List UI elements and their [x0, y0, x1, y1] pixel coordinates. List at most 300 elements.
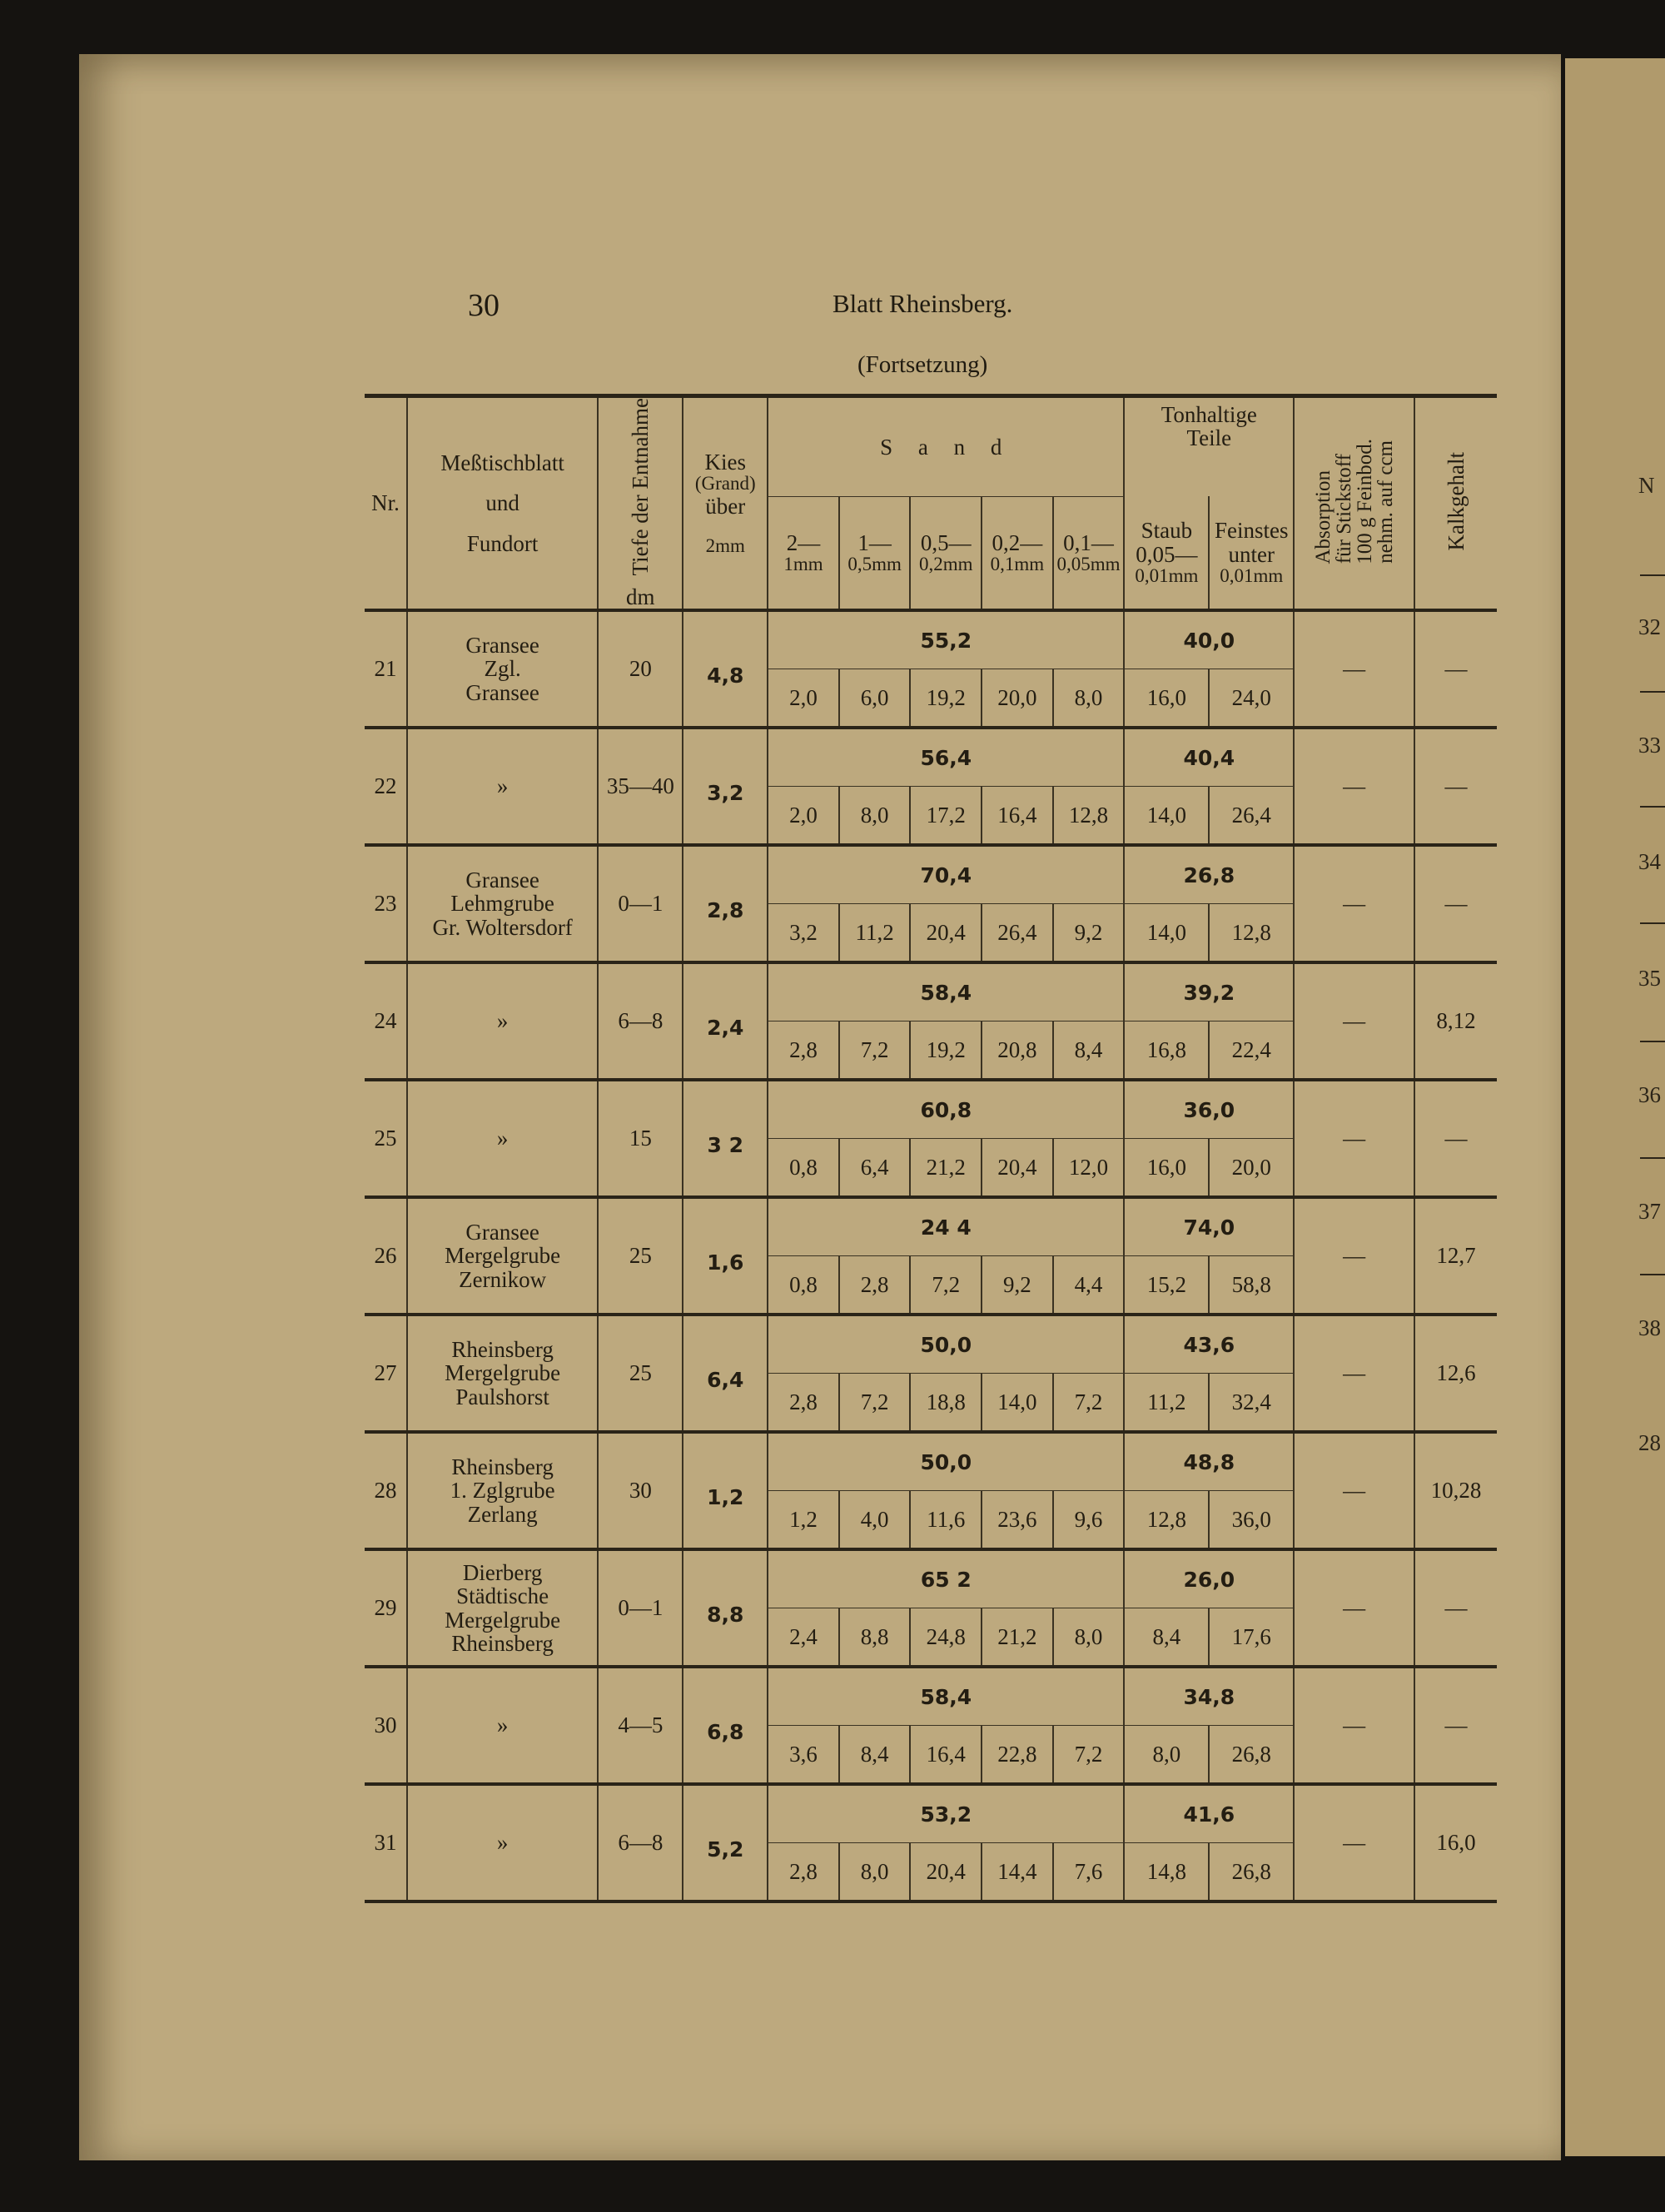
- fundort-line: »: [496, 1830, 509, 1856]
- fundort-line: Lehmgrube: [450, 891, 554, 917]
- header-staub-line: 0,05—: [1136, 541, 1198, 567]
- fundort-line: Städtische: [456, 1583, 549, 1609]
- ton-total-value: 26,0: [1183, 1567, 1235, 1592]
- absorption-value: —: [1294, 610, 1414, 728]
- fundort-cell: [407, 610, 598, 728]
- sand-fraction-value: 16,4: [982, 787, 1053, 846]
- sand-fraction-value: 8,0: [839, 1843, 911, 1902]
- facing-page-fragment: 28: [1638, 1430, 1661, 1455]
- row-number: 22: [374, 773, 397, 799]
- tiefe-value: 0—1: [598, 1549, 683, 1667]
- staub-value: 14,0: [1124, 787, 1209, 846]
- fraction-unit: 0,1mm: [990, 553, 1045, 574]
- table-row-totals: [365, 962, 1497, 1021]
- sand-fraction-value: 16,4: [910, 1726, 982, 1785]
- sand-total-cell: [768, 1549, 1124, 1608]
- sand-fraction-value: 4,0: [839, 1491, 911, 1550]
- ton-total-value: 36,0: [1183, 1097, 1235, 1122]
- fundort-cell: [407, 1549, 598, 1667]
- col-header-sand-fraction: [839, 496, 911, 610]
- kies-cell: [683, 1432, 768, 1549]
- tiefe-value: 20: [598, 610, 683, 728]
- fundort-line: Zerlang: [467, 1501, 538, 1527]
- sand-fraction-value: 21,2: [982, 1608, 1053, 1668]
- header-feinstes-line: 0,01mm: [1220, 564, 1284, 586]
- absorption-value: —: [1294, 1432, 1414, 1549]
- sand-fraction-value: 8,8: [839, 1608, 911, 1668]
- fundort-line: Gransee: [465, 679, 539, 705]
- header-absorption-line: nehm. auf ccm: [1374, 440, 1397, 564]
- table-row-totals: [365, 1432, 1497, 1491]
- ton-total-value: 39,2: [1183, 980, 1235, 1005]
- ton-total-cell: [1124, 728, 1294, 787]
- fundort-cell: [407, 1315, 598, 1432]
- sand-fraction-value: 9,2: [982, 1256, 1053, 1315]
- feinstes-value: 26,8: [1209, 1726, 1294, 1785]
- row-number: 27: [374, 1360, 397, 1386]
- sand-fraction-value: 22,8: [982, 1726, 1053, 1785]
- sand-fraction-value: 19,2: [910, 1021, 982, 1081]
- kies-value: 8,8: [707, 1603, 744, 1628]
- row-number: 28: [374, 1478, 397, 1504]
- sand-fraction-value: 3,2: [768, 904, 839, 963]
- sand-fraction-value: 8,0: [1053, 1608, 1125, 1668]
- sand-total-value: 53,2: [920, 1802, 972, 1827]
- kalkgehalt-value: —: [1414, 1667, 1497, 1784]
- sand-fraction-value: 8,0: [839, 787, 911, 846]
- staub-value: 16,8: [1124, 1021, 1209, 1081]
- feinstes-value: 36,0: [1209, 1491, 1294, 1550]
- facing-page-rule: [1640, 1274, 1665, 1275]
- header-kies-line: über: [705, 493, 746, 519]
- kalkgehalt-value: 12,6: [1414, 1315, 1497, 1432]
- sand-fraction-value: 6,0: [839, 669, 911, 728]
- facing-page-rule: [1640, 574, 1665, 576]
- absorption-value: —: [1294, 728, 1414, 845]
- col-header-sand-fraction: [768, 496, 839, 610]
- fundort-line: Mergelgrube: [445, 1243, 561, 1269]
- col-header-kalkgehalt: [1414, 396, 1497, 611]
- tiefe-value: 25: [598, 1315, 683, 1432]
- kalkgehalt-value: 12,7: [1414, 1197, 1497, 1315]
- staub-value: 16,0: [1124, 669, 1209, 728]
- header-fundort-line: Fundort: [466, 530, 539, 556]
- table-row-totals: [365, 1315, 1497, 1374]
- kies-cell: [683, 728, 768, 845]
- kies-cell: [683, 1784, 768, 1901]
- sand-fraction-value: 4,4: [1053, 1256, 1125, 1315]
- kies-cell: [683, 1315, 768, 1432]
- staub-value: 8,0: [1124, 1726, 1209, 1785]
- ton-total-value: 40,4: [1183, 745, 1235, 770]
- fundort-cell: [407, 1197, 598, 1315]
- sand-total-cell: [768, 962, 1124, 1021]
- continuation-note: (Fortsetzung): [857, 351, 988, 378]
- kies-cell: [683, 845, 768, 962]
- col-header-sand-fraction: [910, 496, 982, 610]
- feinstes-value: 24,0: [1209, 669, 1294, 728]
- header-staub-line: 0,01mm: [1135, 564, 1199, 586]
- feinstes-value: 32,4: [1209, 1374, 1294, 1433]
- ton-total-cell: [1124, 1784, 1294, 1843]
- ton-total-value: 40,0: [1183, 628, 1235, 653]
- sand-total-cell: [768, 728, 1124, 787]
- sand-fraction-value: 14,4: [982, 1843, 1053, 1902]
- header-kies-unit: 2mm: [705, 534, 745, 556]
- ton-total-cell: [1124, 1667, 1294, 1726]
- sand-fraction-value: 3,6: [768, 1726, 839, 1785]
- ton-total-value: 26,8: [1183, 862, 1235, 887]
- col-header-feinstes: [1209, 496, 1294, 610]
- staub-value: 15,2: [1124, 1256, 1209, 1315]
- fundort-cell: [407, 1667, 598, 1784]
- row-number: 23: [374, 891, 397, 917]
- fundort-line: »: [496, 1008, 509, 1034]
- fundort-line: Rheinsberg: [451, 1630, 554, 1656]
- sand-fraction-value: 20,4: [982, 1139, 1053, 1198]
- table-row-totals: [365, 610, 1497, 669]
- tiefe-value: 30: [598, 1432, 683, 1549]
- row-number: 30: [374, 1712, 397, 1738]
- row-number: 25: [374, 1126, 397, 1151]
- fundort-line: Rheinsberg: [451, 1454, 554, 1480]
- sand-fraction-value: 7,2: [839, 1021, 911, 1081]
- absorption-value: —: [1294, 1549, 1414, 1667]
- row-number: 31: [374, 1830, 397, 1856]
- facing-page-fragment: N: [1638, 473, 1655, 498]
- fundort-line: Mergelgrube: [445, 1607, 561, 1633]
- fundort-cell: [407, 1432, 598, 1549]
- ton-total-value: 48,8: [1183, 1449, 1235, 1474]
- kalkgehalt-value: —: [1414, 610, 1497, 728]
- feinstes-value: 12,8: [1209, 904, 1294, 963]
- kalkgehalt-value: —: [1414, 728, 1497, 845]
- kies-value: 1,2: [707, 1485, 744, 1510]
- ton-total-cell: [1124, 1197, 1294, 1256]
- sand-total-cell: [768, 845, 1124, 904]
- sand-total-value: 58,4: [920, 1684, 972, 1709]
- fundort-line: Gransee: [465, 1220, 539, 1245]
- fundort-line: »: [496, 1126, 509, 1151]
- sand-fraction-value: 2,0: [768, 787, 839, 846]
- sand-fraction-value: 26,4: [982, 904, 1053, 963]
- kalkgehalt-value: —: [1414, 1549, 1497, 1667]
- tiefe-value: 6—8: [598, 1784, 683, 1901]
- facing-page-fragment: 36: [1638, 1082, 1661, 1107]
- sand-fraction-value: 20,8: [982, 1021, 1053, 1081]
- kalkgehalt-value: —: [1414, 845, 1497, 962]
- sand-fraction-value: 21,2: [910, 1139, 982, 1198]
- header-absorption-line: 100 g Feinbod.: [1353, 438, 1376, 564]
- table-row-totals: [365, 1080, 1497, 1139]
- header-absorption-line: Absorption: [1311, 470, 1334, 564]
- sand-fraction-value: 8,0: [1053, 669, 1125, 728]
- kalkgehalt-value: 8,12: [1414, 962, 1497, 1080]
- sand-total-cell: [768, 1784, 1124, 1843]
- kies-value: 5,2: [707, 1837, 744, 1862]
- fraction-unit: 0,05mm: [1056, 553, 1121, 574]
- fundort-cell: [407, 1784, 598, 1901]
- staub-value: 16,0: [1124, 1139, 1209, 1198]
- col-header-sand: [768, 396, 1124, 497]
- fundort-line: Zgl.: [484, 656, 521, 682]
- header-fundort-line: und: [485, 490, 519, 516]
- sand-fraction-value: 7,2: [1053, 1374, 1125, 1433]
- sand-fraction-value: 2,8: [768, 1021, 839, 1081]
- sand-fraction-value: 11,2: [839, 904, 911, 963]
- kies-value: 3,2: [707, 781, 744, 806]
- kalkgehalt-value: —: [1414, 1080, 1497, 1197]
- sand-fraction-value: 12,0: [1053, 1139, 1125, 1198]
- sand-total-cell: [768, 1080, 1124, 1139]
- facing-page-fragment: 32: [1638, 614, 1661, 639]
- kies-value: 4,8: [707, 664, 744, 688]
- sand-total-value: 70,4: [920, 862, 972, 887]
- kies-cell: [683, 610, 768, 728]
- absorption-value: —: [1294, 1197, 1414, 1315]
- sand-total-value: 50,0: [920, 1449, 972, 1474]
- col-header-fundort: [407, 396, 598, 611]
- header-absorption-line: für Stickstoff: [1332, 454, 1355, 564]
- kies-cell: [683, 1197, 768, 1315]
- tiefe-value: 4—5: [598, 1667, 683, 1784]
- sand-total-cell: [768, 1197, 1124, 1256]
- ton-total-cell: [1124, 1549, 1294, 1608]
- sand-fraction-value: 9,6: [1053, 1491, 1125, 1550]
- sand-fraction-value: 12,8: [1053, 787, 1125, 846]
- header-kies-line: (Grand): [694, 473, 756, 495]
- absorption-value: —: [1294, 1080, 1414, 1197]
- feinstes-value: 26,4: [1209, 787, 1294, 846]
- fundort-cell: [407, 1080, 598, 1197]
- sand-total-value: 24 4: [920, 1215, 972, 1240]
- fraction-unit: 1mm: [783, 553, 823, 574]
- kies-cell: [683, 1080, 768, 1197]
- fraction-range: 0,1—: [1063, 529, 1114, 555]
- page-number: 30: [468, 288, 500, 323]
- sand-fraction-value: 7,2: [839, 1374, 911, 1433]
- sand-fraction-value: 2,8: [768, 1374, 839, 1433]
- col-header-nr: Nr.: [365, 396, 407, 611]
- header-staub-line: Staub: [1141, 518, 1193, 544]
- sand-fraction-value: 0,8: [768, 1139, 839, 1198]
- header-fundort-line: Meßtischblatt: [440, 450, 564, 476]
- facing-page-rule: [1640, 806, 1665, 808]
- fraction-range: 2—: [786, 529, 821, 555]
- kies-value: 2,8: [707, 898, 744, 923]
- header-tonhaltige-label: Tonhaltige Teile: [1161, 402, 1257, 451]
- soil-analysis-table: [365, 394, 1497, 1903]
- fundort-line: Mergelgrube: [445, 1360, 561, 1386]
- col-header-absorption: [1294, 396, 1414, 611]
- row-number: 29: [374, 1595, 397, 1621]
- fundort-line: »: [496, 1712, 509, 1738]
- col-header-kies: [683, 396, 768, 611]
- table-body: [365, 610, 1497, 1901]
- staub-value: 12,8: [1124, 1491, 1209, 1550]
- ton-total-cell: [1124, 610, 1294, 669]
- sand-fraction-value: 24,8: [910, 1608, 982, 1668]
- kies-value: 3 2: [707, 1133, 743, 1158]
- kies-value: 2,4: [707, 1016, 744, 1041]
- table-row-totals: [365, 1667, 1497, 1726]
- sand-total-cell: [768, 1667, 1124, 1726]
- sand-fraction-value: 14,0: [982, 1374, 1053, 1433]
- fraction-unit: 0,5mm: [847, 553, 902, 574]
- ton-total-value: 41,6: [1183, 1802, 1235, 1827]
- header-sand-label: S a n d: [880, 434, 1012, 460]
- col-header-tiefe: [598, 396, 683, 611]
- sand-fraction-value: 7,6: [1053, 1843, 1125, 1902]
- tiefe-value: 6—8: [598, 962, 683, 1080]
- staub-value: 8,4: [1124, 1608, 1209, 1668]
- fundort-cell: [407, 962, 598, 1080]
- sand-fraction-value: 2,8: [768, 1843, 839, 1902]
- sand-fraction-value: 7,2: [1053, 1726, 1125, 1785]
- ton-total-cell: [1124, 962, 1294, 1021]
- ton-total-cell: [1124, 1432, 1294, 1491]
- sand-total-value: 65 2: [920, 1567, 972, 1592]
- feinstes-value: 58,8: [1209, 1256, 1294, 1315]
- sand-fraction-value: 2,4: [768, 1608, 839, 1668]
- staub-value: 14,0: [1124, 904, 1209, 963]
- ton-total-cell: [1124, 1315, 1294, 1374]
- absorption-value: —: [1294, 962, 1414, 1080]
- facing-page-fragment: 38: [1638, 1315, 1661, 1340]
- fraction-range: 1—: [857, 529, 892, 555]
- fundort-line: Gransee: [465, 867, 539, 893]
- fundort-line: Paulshorst: [455, 1384, 549, 1409]
- sand-fraction-value: 7,2: [910, 1256, 982, 1315]
- tiefe-value: 0—1: [598, 845, 683, 962]
- fraction-range: 0,2—: [992, 529, 1043, 555]
- feinstes-value: 26,8: [1209, 1843, 1294, 1902]
- sand-fraction-value: 20,4: [910, 904, 982, 963]
- ton-total-cell: [1124, 845, 1294, 904]
- tiefe-value: 35—40: [598, 728, 683, 845]
- header-kalkgehalt-label: Kalkgehalt: [1443, 451, 1469, 551]
- header-kies-line: Kies: [704, 450, 746, 475]
- fundort-line: 1. Zglgrube: [450, 1478, 555, 1504]
- fundort-line: Rheinsberg: [451, 1337, 554, 1363]
- kalkgehalt-value: 16,0: [1414, 1784, 1497, 1901]
- facing-page-fragment: 37: [1638, 1199, 1661, 1224]
- facing-page-rule: [1640, 922, 1665, 924]
- kalkgehalt-value: 10,28: [1414, 1432, 1497, 1549]
- sand-fraction-value: 2,8: [839, 1256, 911, 1315]
- header-feinstes-line: unter: [1228, 541, 1275, 567]
- staub-value: 11,2: [1124, 1374, 1209, 1433]
- fundort-cell: [407, 728, 598, 845]
- header-feinstes-line: Feinstes: [1215, 518, 1289, 544]
- sand-total-value: 50,0: [920, 1332, 972, 1357]
- feinstes-value: 17,6: [1209, 1608, 1294, 1668]
- header-tiefe-label: Tiefe der Entnahme: [627, 398, 653, 576]
- sand-fraction-value: 1,2: [768, 1491, 839, 1550]
- sand-fraction-value: 17,2: [910, 787, 982, 846]
- sand-fraction-value: 9,2: [1053, 904, 1125, 963]
- ton-total-cell: [1124, 1080, 1294, 1139]
- ton-total-value: 74,0: [1183, 1215, 1235, 1240]
- sand-fraction-value: 20,0: [982, 669, 1053, 728]
- facing-page-rule: [1640, 1157, 1665, 1159]
- tiefe-value: 15: [598, 1080, 683, 1197]
- col-header-staub: [1124, 496, 1209, 610]
- sand-fraction-value: 20,4: [910, 1843, 982, 1902]
- tiefe-value: 25: [598, 1197, 683, 1315]
- sand-fraction-value: 2,0: [768, 669, 839, 728]
- kies-cell: [683, 1667, 768, 1784]
- fraction-unit: 0,2mm: [919, 553, 973, 574]
- fraction-range: 0,5—: [920, 529, 972, 555]
- kies-value: 1,6: [707, 1250, 744, 1275]
- fundort-line: Gransee: [465, 633, 539, 659]
- sand-total-cell: [768, 1432, 1124, 1491]
- sand-fraction-value: 0,8: [768, 1256, 839, 1315]
- header-tiefe-unit: dm: [626, 584, 655, 609]
- fundort-line: Gr. Woltersdorf: [432, 914, 573, 940]
- table-row-totals: [365, 1784, 1497, 1843]
- sand-fraction-value: 8,4: [1053, 1021, 1125, 1081]
- sand-total-value: 56,4: [920, 745, 972, 770]
- sand-total-cell: [768, 1315, 1124, 1374]
- table-row-totals: [365, 1197, 1497, 1256]
- row-number: 24: [374, 1008, 397, 1034]
- running-head: Blatt Rheinsberg.: [832, 289, 1013, 318]
- sand-fraction-value: 19,2: [910, 669, 982, 728]
- ton-total-value: 43,6: [1183, 1332, 1235, 1357]
- kies-value: 6,8: [707, 1720, 744, 1745]
- sand-total-value: 60,8: [920, 1097, 972, 1122]
- facing-page-fragment: 34: [1638, 849, 1661, 874]
- facing-page-fragment: 35: [1638, 966, 1661, 991]
- sand-fraction-value: 18,8: [910, 1374, 982, 1433]
- kies-cell: [683, 962, 768, 1080]
- staub-value: 14,8: [1124, 1843, 1209, 1902]
- absorption-value: —: [1294, 845, 1414, 962]
- feinstes-value: 22,4: [1209, 1021, 1294, 1081]
- facing-page-rule: [1640, 691, 1665, 693]
- row-number: 21: [374, 656, 397, 682]
- fundort-line: »: [496, 773, 509, 799]
- absorption-value: —: [1294, 1315, 1414, 1432]
- col-header-sand-fraction: [982, 496, 1053, 610]
- absorption-value: —: [1294, 1784, 1414, 1901]
- fundort-cell: [407, 845, 598, 962]
- facing-page-rule: [1640, 1041, 1665, 1042]
- sand-total-value: 55,2: [920, 628, 972, 653]
- sand-total-value: 58,4: [920, 980, 972, 1005]
- feinstes-value: 20,0: [1209, 1139, 1294, 1198]
- sand-fraction-value: 23,6: [982, 1491, 1053, 1550]
- table-row-totals: [365, 845, 1497, 904]
- fundort-line: Dierberg: [462, 1559, 543, 1585]
- fundort-line: Zernikow: [459, 1266, 547, 1292]
- facing-page-fragment: 33: [1638, 733, 1661, 758]
- ton-total-value: 34,8: [1183, 1684, 1235, 1709]
- col-header-tonhaltige: [1124, 396, 1294, 497]
- kies-value: 6,4: [707, 1368, 744, 1393]
- row-number: 26: [374, 1243, 397, 1269]
- table-row-totals: [365, 728, 1497, 787]
- sand-fraction-value: 11,6: [910, 1491, 982, 1550]
- sand-total-cell: [768, 610, 1124, 669]
- sand-fraction-value: 6,4: [839, 1139, 911, 1198]
- col-header-sand-fraction: [1053, 496, 1125, 610]
- sand-fraction-value: 8,4: [839, 1726, 911, 1785]
- kies-cell: [683, 1549, 768, 1667]
- table-row-totals: [365, 1549, 1497, 1608]
